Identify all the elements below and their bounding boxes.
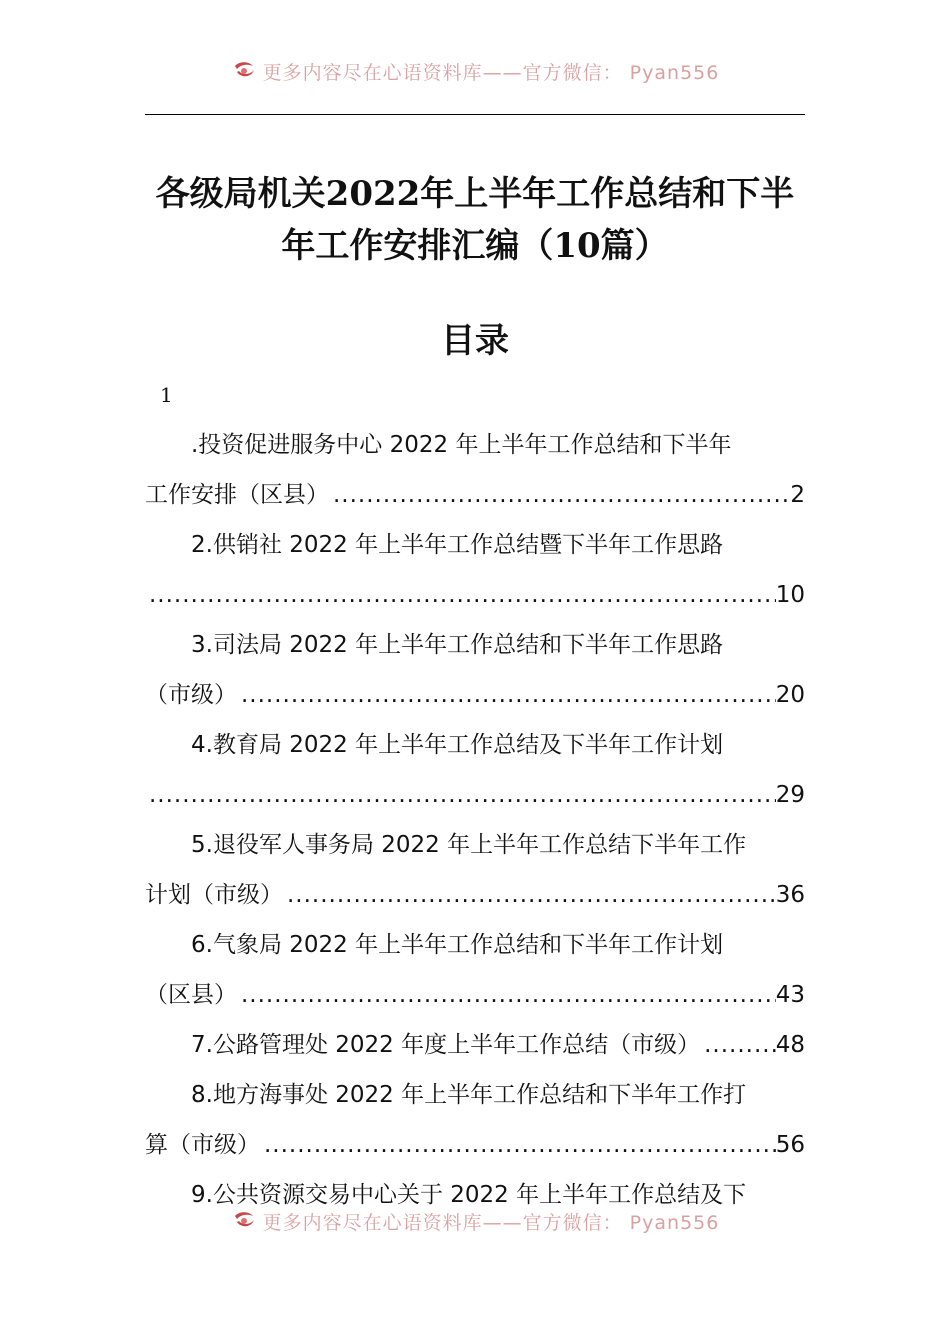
toc-entry[interactable] (145, 1070, 805, 1170)
toc-stray-number: 1 (160, 383, 173, 407)
toc-entry[interactable] (145, 420, 805, 520)
toc-dot-leader (145, 570, 776, 620)
toc-entry-line (145, 720, 805, 770)
toc-entry[interactable] (145, 920, 805, 1020)
toc-page-number: 56 (775, 1132, 805, 1158)
toc-entry-title: 2.供销社 2022 年上半年工作总结暨下半年工作思路 (191, 532, 724, 558)
watermark-logo-icon (231, 1210, 257, 1232)
watermark-text: 更多内容尽在心语资料库——官方微信： Pyan556 (262, 1211, 720, 1234)
watermark-logo-icon (231, 60, 257, 82)
toc-entry-title: 5.退役军人事务局 2022 年上半年工作总结下半年工作 (191, 832, 747, 858)
toc-entry-title: 6.气象局 2022 年上半年工作总结和下半年工作计划 (191, 932, 724, 958)
toc-entry-line (145, 520, 805, 570)
toc-page-number: 48 (775, 1032, 805, 1058)
toc-dot-leader (237, 670, 776, 720)
document-title (145, 168, 805, 272)
watermark-text: 更多内容尽在心语资料库——官方微信： Pyan556 (262, 61, 720, 84)
toc-entry-title: 4.教育局 2022 年上半年工作总结及下半年工作计划 (191, 732, 724, 758)
toc-entry[interactable] (145, 620, 805, 720)
toc-entry-line (145, 1070, 805, 1120)
toc-entry-line (145, 970, 805, 1020)
toc-entry-title-cont: 算（市级） (145, 1132, 260, 1158)
footer-watermark (0, 1206, 950, 1236)
toc-entry-title: 9.公共资源交易中心关于 2022 年上半年工作总结及下 (191, 1182, 747, 1208)
toc-entry-line (145, 620, 805, 670)
toc-page-number: 36 (775, 882, 805, 908)
toc-entry-title: 3.司法局 2022 年上半年工作总结和下半年工作思路 (191, 632, 724, 658)
toc-dot-leader (237, 970, 776, 1020)
toc-page-number: 43 (775, 982, 805, 1008)
toc-page-number: 10 (775, 582, 805, 608)
toc-page-number: 2 (790, 482, 805, 508)
toc-entry[interactable] (145, 820, 805, 920)
toc-dot-leader (329, 470, 790, 520)
toc-entry[interactable] (145, 520, 805, 620)
toc-entry-line (145, 770, 805, 820)
toc-entry-title-cont: （区县） (145, 982, 237, 1008)
title-line-2: 年工作安排汇编（10篇） (281, 226, 669, 266)
toc-entry-title-cont: 工作安排（区县） (145, 482, 329, 508)
toc-entry-line (145, 1120, 805, 1170)
toc-dot-leader (700, 1020, 776, 1070)
toc-entry[interactable] (145, 720, 805, 820)
title-line-1: 各级局机关2022年上半年工作总结和下半 (155, 174, 795, 214)
toc-entry-line (145, 470, 805, 520)
toc-entry[interactable] (145, 1020, 805, 1070)
toc-entry-title-cont: （市级） (145, 682, 237, 708)
toc-entry-title: 8.地方海事处 2022 年上半年工作总结和下半年工作打 (191, 1082, 747, 1108)
toc-entry-line (145, 870, 805, 920)
toc-dot-leader (145, 770, 776, 820)
toc-entry-line (145, 420, 805, 470)
toc-page-number: 20 (775, 682, 805, 708)
table-of-contents (145, 420, 805, 1220)
toc-entry-line (145, 670, 805, 720)
toc-entry-line (145, 820, 805, 870)
toc-dot-leader (260, 1120, 776, 1170)
toc-entry-line (145, 920, 805, 970)
toc-entry-line (145, 570, 805, 620)
toc-page-number: 29 (775, 782, 805, 808)
header-rule (145, 114, 805, 115)
toc-heading: 目录 (441, 321, 509, 361)
toc-entry-title: 7.公路管理处 2022 年度上半年工作总结（市级） (191, 1032, 701, 1058)
toc-dot-leader (283, 870, 776, 920)
toc-entry-line (145, 1020, 805, 1070)
toc-entry-title-cont: 计划（市级） (145, 882, 283, 908)
header-watermark (0, 56, 950, 86)
toc-entry-title: .投资促进服务中心 2022 年上半年工作总结和下半年 (191, 432, 732, 458)
